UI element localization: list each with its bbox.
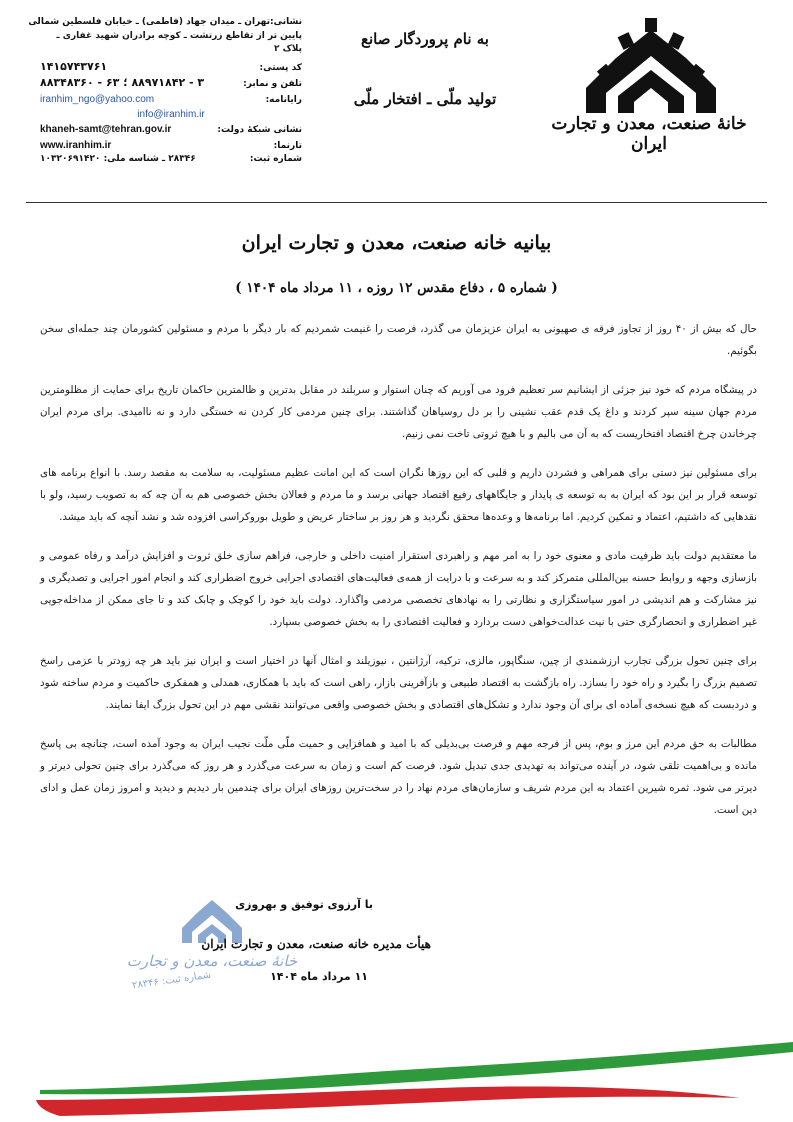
gear-factory-icon <box>576 18 726 118</box>
statement-title: بیانیه خانه صنعت، معدن و تجارت ایران <box>241 232 552 254</box>
paragraph: در پیشگاه مردم که خود نیز جزئی از ایشانیم سر تعظیم فرود می آوریم که چنان استوار و سربلند در مقابل بدترین و ظالمترین حاکمان تاریخ برای حمایت از مظلومترین مردم جهان سینه سپر کردند و داغ یک قدم عقب نشینی را بر دل روسیاهان گذاشتند. برای چنین مردمی کار کردن نه خستگی دارد و نه ناامیدی. برای مردم ایران چرخاندن چرخ اقتصاد افتخاریست که به آن می بالیم و با هیچ ثروتی تاخت نمی زنیم. <box>40 384 757 440</box>
header-divider <box>26 202 767 203</box>
motto-line-2: تولید ملّی ـ افتخار ملّی <box>353 90 497 108</box>
postal-label: کد پستی: <box>259 62 302 73</box>
reg-value: ۲۸۳۴۶ ـ شناسه ملی: ۱۰۳۲۰۶۹۱۴۲۰ <box>40 154 196 164</box>
signature-board: هیأت مدیره خانه صنعت، معدن و تجارت ایران <box>201 937 431 951</box>
flag-swoosh-decoration <box>0 1030 793 1122</box>
phone-label: تلفن و نمابر: <box>243 79 302 89</box>
web-label: تارنما: <box>273 140 302 151</box>
contact-block <box>28 16 302 167</box>
signature-date: ۱۱ مرداد ماه ۱۴۰۴ <box>270 970 368 983</box>
paragraph: ما معتقدیم دولت باید ظرفیت مادی و معنوی خود را به امر مهم و راهبردی استقرار امنیت داخلی و خارجی، فراهم سازی خلق ثروت و افزایش درآمد و رفاه عمومی و بازسازی وجهه و روابط حسنه بین‌المللی متمرکز کند و به سرعت و با درایت از همه‌ی فعالیت‌های اقتصادی اجرایی خروج اضطراری کند و انجام امور اجرایی و تصدیگری و نیز مشارکت و هم اندیشی در امور سیاستگزاری و نظارتی را به نهادهای تخصصی مردمی واگذارد. دولت باید خود را کوچک و چابک کند و تا جای ممکن از مداخله‌جویی غیر اضطراری و انحصارگری حتی با نیت عدالت‌خواهی دست بردارد و فعالیت اقتصادی را به بخش خصوصی بسپارد. <box>40 550 757 628</box>
email-row <box>40 92 302 108</box>
gov-row <box>40 122 302 138</box>
gov-link[interactable]: khaneh-samt@tehran.gov.ir <box>40 124 172 135</box>
motto-line-1: به نام پروردگار صانع <box>361 30 489 48</box>
phone-value: ۳ - ۸۸۹۷۱۸۴۲ ؛ ۶۳ - ۸۸۳۴۸۳۶۰ <box>40 76 205 89</box>
address-line-2: پایین تر از تقاطع زرتشت ـ کوچه برادران شهید غفاری ـ پلاک ۲ <box>56 30 302 54</box>
paragraph: برای چنین تحول بزرگی تجارب ارزشمندی از چین، سنگاپور، مالزی، ترکیه، آرژانتین ، نیوزیلند و امثال آنها در اختیار است و ایران نیز باید هر چه زودتر با عزمی راسخ تصمیم بزرگ را بگیرد و راه خود را بسازد. راه بازگشت به اقتصاد طبیعی و بازآفرینی بازار، راهی است که باید با همکاری، همدلی و همفکری حاکمیت و مردم ساخته شود و دردبست که هیچ نسخه‌ی آماده ای برای آن وجود ندارد و تشکل‌های اقتصادی و بخش خصوصی واقعی می‌توانند نقشی مهم در این تحول بزرگ ایفا نمایند. <box>40 655 757 711</box>
reg-row <box>40 153 302 167</box>
paragraph: حال که بیش از ۴۰ روز از تجاوز فرقه ی صهیونی به ایران عزیزمان می گذرد، فرصت را غنیمت شمردیم که بار دیگر با مردم و مسئولین کشورمان چند جمله‌ای سخن بگوئیم. <box>40 323 757 357</box>
email-label: رایانامه: <box>265 94 302 105</box>
web-row <box>40 138 302 154</box>
gov-label: نشانی شبکهٔ دولت: <box>217 125 302 135</box>
organization-logo <box>538 18 760 154</box>
phone-row <box>40 75 302 92</box>
address-label: نشانی: <box>269 17 302 27</box>
web-link[interactable]: www.iranhim.ir <box>40 139 112 151</box>
reg-label: شماره ثبت: <box>249 154 302 164</box>
postal-row <box>40 59 302 76</box>
signature-wish: با آرزوی توفیق و بهروزی <box>235 898 373 911</box>
statement-subtitle: ( شماره ۵ ، دفاع مقدس ۱۲ روزه ، ۱۱ مرداد ماه ۱۴۰۴ ) <box>235 280 558 296</box>
paragraph: مطالبات به حق مردم این مرز و بوم، پس از فرجه مهم و فرصت بی‌بدیلی که با امید و همافزایی و حمیت ملّی ملّت نجیب ایران به وجود آمده است، چنانچه بی پاسخ مانده و بی‌اهمیت تلقی شود، در آینده می‌تواند به تهدیدی جدی تبدیل شود. فرصت کم است و زمان به سرعت می‌گذرد و هر روز که می‌گذرد برای چنین تحولی دیرتر و دیرتر می شود. ثمره شیرین اعتماد به این مردم شریف و سازمان‌های مردم نهاد را در سخت‌ترین روزهای ایران برای چندمین بار دیدیم و دیدید و امروز زمان عمل و ادای دین است. <box>40 738 757 816</box>
paragraph: برای مسئولین نیز دستی برای همراهی و فشردن داریم و قلبی که این روزها نگران است که این امانت عظیم مسئولیت، به سلامت به مقصد رسد. با انواع برنامه های توسعه قرار بر این بود که ایران به به توسعه ی پایدار و جایگاههای رفیع اقتصاد جهانی برسد و ما مردم و فعالان بخش خصوصی هم به آن چه که به تصویب رسید، ولو با نقدهایی که داشتیم، اعتماد و تمکین کردیم. اما برنامه‌ها و وعده‌ها محقق نگردید و هر روز بر ساختار عریض و طویل بوروکراسی افزوده شد و نشد آنچه که باید میشد. <box>40 467 757 523</box>
email-link[interactable]: iranhim_ngo@yahoo.com <box>40 93 155 105</box>
statement-body <box>40 318 757 838</box>
address-row <box>28 16 302 30</box>
postal-value: ۱۴۱۵۷۴۳۷۶۱ <box>40 59 108 73</box>
stamp-reg: شماره ثبت: ۲۸۳۴۶ <box>131 969 212 988</box>
email2-link[interactable]: info@iranhim.ir <box>137 109 205 120</box>
email2-row <box>40 107 302 122</box>
address-line-1: تهران ـ میدان جهاد (فاطمی) ـ خیابان فلسطین شمالی <box>28 17 270 27</box>
logo-text: خانهٔ صنعت، معدن و تجارت ایران <box>551 114 747 154</box>
stamp-text: خانهٔ صنعت، معدن و تجارت <box>126 952 298 970</box>
